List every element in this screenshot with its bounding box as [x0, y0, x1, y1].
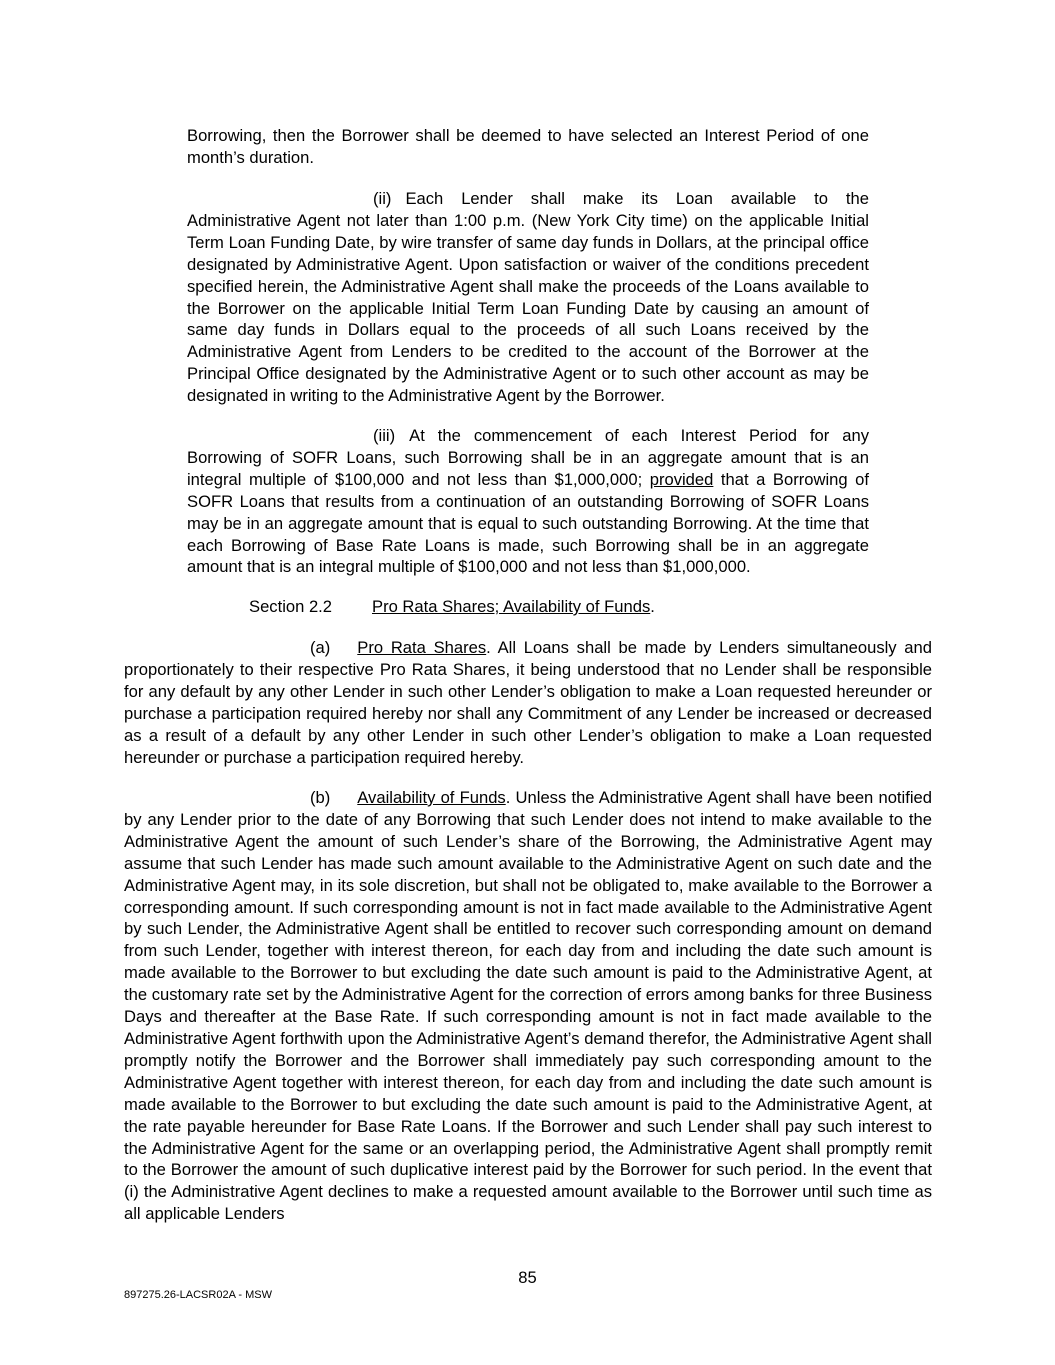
section-number: Section 2.2	[249, 597, 333, 616]
paragraph-iii	[187, 425, 869, 578]
section-title-period: .	[650, 597, 655, 616]
paragraph-a-heading: Pro Rata Shares	[357, 638, 487, 657]
paragraph-ii-text: Each Lender shall make its Loan available to the Administrative Agent not later than 1:00 p.m. (New York City time) on the applicable Initial Term Loan Funding Date, by wire transfer of same day funds in Dollars, at the principal office designated by Administrative Agent. Upon satisfaction or waiver of the conditions precedent specified herein, the Administrative Agent shall make the proceeds of the Loans available to the Borrower on the applicable Initial Term Loan Funding Date by causing an amount of same day funds in Dollars equal to the proceeds of all such Loans received by the Administrative Agent from Lenders to be credited to the account of the Borrower at the Principal Office designated by the Administrative Agent or to such other account as may be designated in writing to the Administrative Agent by the Borrower.	[187, 189, 869, 406]
paragraph-intro-text: Borrowing, then the Borrower shall be deemed to have selected an Interest Period of one month’s duration.	[187, 126, 869, 167]
paragraph-a-marker: (a)	[310, 638, 331, 657]
paragraph-iii-marker: (iii)	[373, 426, 396, 445]
paragraph-intro	[187, 125, 869, 169]
paragraph-b-marker: (b)	[310, 788, 331, 807]
document-footer-id: 897275.26-LACSR02A - MSW	[124, 1289, 272, 1301]
paragraph-ii	[187, 188, 869, 407]
paragraph-iii-text-a: At the commencement of each Interest Period for any Borrowing of SOFR Loans, such Borrowing shall be in an aggregate amount that is an integral multiple of $100,000 and not less than $1,000,000;	[187, 426, 869, 489]
provided-term: provided	[649, 469, 714, 489]
section-heading	[249, 596, 655, 618]
paragraph-b-heading: Availability of Funds	[357, 788, 506, 807]
paragraph-b-text: . Unless the Administrative Agent shall have been notified by any Lender prior to the date of any Borrowing that such Lender does not intend to make available to the Administrative Agent the amount of such Lender’s share of the Borrowing, the Administrative Agent may assume that such Lender has made such amount available to the Administrative Agent on such date and the Administrative Agent may, in its sole discretion, but shall not be obligated to, make available to the Borrower a corresponding amount. If such corresponding amount is not in fact made available to the Administrative Agent by such Lender, the Administrative Agent shall be entitled to recover such corresponding amount on demand from such Lender, together with interest thereon, for each day from and including the date such amount is made available to the Borrower to but excluding the date such amount is paid to the Administrative Agent, at the customary rate set by the Administrative Agent for the correction of errors among banks for three Business Days and thereafter at the Base Rate. If such corresponding amount is not in fact made available to the Administrative Agent forthwith upon the Administrative Agent’s demand therefor, the Administrative Agent shall promptly notify the Borrower and the Borrower shall immediately pay such corresponding amount to the Administrative Agent together with interest thereon, for each day from and including the date such amount is made available to the Borrower to but excluding the date such amount is paid to the Administrative Agent, at the rate payable hereunder for Base Rate Loans. If the Borrower and such Lender shall pay such interest to the Administrative Agent for the same or an overlapping period, the Administrative Agent shall promptly remit to the Borrower the amount of such duplicative interest paid by the Borrower for such period. In the event that (i) the Administrative Agent declines to make a requested amount available to the Borrower until such time as all applicable Lenders	[124, 788, 932, 1224]
page-number: 85	[518, 1268, 537, 1287]
paragraph-iii-text-b: that a Borrowing of SOFR Loans that results from a continuation of an outstanding Borrowing of SOFR Loans may be in an aggregate amount that is equal to such outstanding Borrowing. At the time that each Borrowing of Base Rate Loans is made, such Borrowing shall be in an aggregate amount that is an integral multiple of $100,000 and not less than $1,000,000.	[187, 469, 869, 577]
paragraph-b	[124, 787, 932, 1225]
section-title: Pro Rata Shares; Availability of Funds	[372, 597, 651, 616]
paragraph-a	[124, 637, 932, 768]
paragraph-a-text: . All Loans shall be made by Lenders simultaneously and proportionately to their respective Pro Rata Shares, it being understood that no Lender shall be responsible for any default by any other Lender in such other Lender’s obligation to make a Loan requested hereunder or purchase a participation required hereby nor shall any Commitment of any Lender be increased or decreased as a result of a default by any other Lender in such other Lender’s obligation to make a Loan requested hereunder or purchase a participation required hereby.	[124, 638, 932, 767]
paragraph-ii-marker: (ii)	[373, 189, 392, 208]
